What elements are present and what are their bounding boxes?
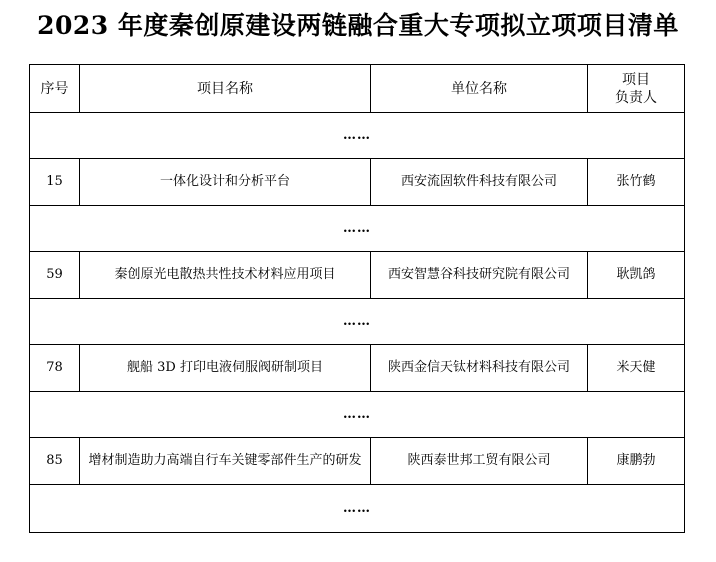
ellipsis-cell: …… xyxy=(30,299,685,345)
cell-project-name xyxy=(80,438,371,485)
header-seq: 序号 xyxy=(30,65,80,113)
ellipsis-cell: …… xyxy=(30,113,685,159)
project-name-text: 一体化设计和分析平台 xyxy=(159,174,290,189)
header-leader-line-2: 负责人 xyxy=(615,89,657,106)
cell-seq: 15 xyxy=(30,159,80,206)
project-list-table xyxy=(29,64,685,533)
ellipsis-row xyxy=(30,299,685,345)
project-name-text: 增材制造助力高端自行车关键零部件生产的研发 xyxy=(88,453,362,468)
header-project-leader xyxy=(588,65,685,113)
header-project-name: 项目名称 xyxy=(80,65,371,113)
cell-project-name xyxy=(80,252,371,299)
cell-leader: 耿凯鸽 xyxy=(588,252,685,299)
cell-leader: 康鹏勃 xyxy=(588,438,685,485)
ellipsis-cell: …… xyxy=(30,206,685,252)
ellipsis-cell: …… xyxy=(30,392,685,438)
table-row xyxy=(30,438,685,485)
cell-leader: 米天健 xyxy=(588,345,685,392)
ellipsis-cell: …… xyxy=(30,485,685,533)
cell-seq: 85 xyxy=(30,438,80,485)
cell-unit-name xyxy=(371,345,588,392)
header-unit-name: 单位名称 xyxy=(371,65,588,113)
cell-unit-name xyxy=(371,252,588,299)
table-row xyxy=(30,159,685,206)
table-row xyxy=(30,345,685,392)
project-name-text: 舰船 3D 打印电液伺服阀研制项目 xyxy=(127,360,323,375)
cell-unit-name xyxy=(371,159,588,206)
document-title: 2023 年度秦创原建设两链融合重大专项拟立项项目清单 xyxy=(37,11,679,40)
unit-name-text: 陕西泰世邦工贸有限公司 xyxy=(407,453,551,468)
ellipsis-row xyxy=(30,113,685,159)
ellipsis-row xyxy=(30,392,685,438)
ellipsis-row xyxy=(30,485,685,533)
unit-name-text: 西安流固软件科技有限公司 xyxy=(400,174,557,189)
cell-seq: 78 xyxy=(30,345,80,392)
cell-project-name xyxy=(80,159,371,206)
ellipsis-row xyxy=(30,206,685,252)
cell-seq: 59 xyxy=(30,252,80,299)
table-row xyxy=(30,252,685,299)
unit-name-text: 西安智慧谷科技研究院有限公司 xyxy=(387,267,570,282)
unit-name-text: 陕西金信天钛材料科技有限公司 xyxy=(387,360,570,375)
cell-leader: 张竹鹤 xyxy=(588,159,685,206)
header-leader-line-1: 项目 xyxy=(622,71,650,88)
project-name-text: 秦创原光电散热共性技术材料应用项目 xyxy=(114,267,336,282)
cell-unit-name xyxy=(371,438,588,485)
table-header-row xyxy=(30,65,685,113)
cell-project-name xyxy=(80,345,371,392)
